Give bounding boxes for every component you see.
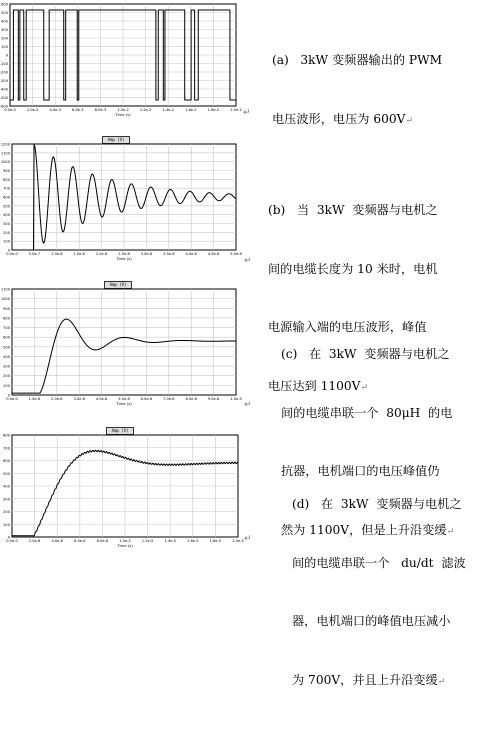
y-tick-label: 500 <box>3 471 10 476</box>
return-mark: ↵ <box>244 400 252 410</box>
return-mark: ↵ <box>243 108 251 118</box>
x-tick-label: 1.0e-2 <box>117 108 129 112</box>
x-axis-label: Time (s) <box>117 543 133 548</box>
x-tick-label: 8.0e-3 <box>94 108 107 112</box>
caption-line: (b) 当 3kW 变频器与电机之 <box>268 203 438 217</box>
x-tick-label: 9.0e-6 <box>207 397 220 401</box>
y-tick-label: 400 <box>3 484 10 489</box>
x-tick-label: 5.0e-6 <box>118 397 130 401</box>
y-tick-label: -500 <box>0 96 8 100</box>
x-tick-label: 3.0e-6 <box>140 252 153 256</box>
return-mark: ↵ <box>360 382 368 393</box>
x-tick-label: 2.5e-6 <box>118 252 130 256</box>
x-tick-label: 2.0e-6 <box>51 397 63 401</box>
y-tick-label: 100 <box>1 45 8 49</box>
y-tick-label: 0 <box>7 248 10 253</box>
return-mark: ↵ <box>244 256 252 266</box>
x-tick-label: 1.0e-5 <box>230 397 242 401</box>
y-tick-label: 900 <box>3 306 10 311</box>
x-tick-label: 1.6e-2 <box>185 108 197 112</box>
y-tick-label: 0 <box>7 393 10 398</box>
y-tick-label: 1200 <box>0 142 10 147</box>
return-mark: ↵ <box>437 676 446 687</box>
x-tick-label: 0.0e-0 <box>6 539 18 543</box>
caption-line: 为 700V，并且上升沿变缓↵ <box>292 672 446 687</box>
x-tick-label: 1.2e-2 <box>139 108 152 112</box>
x-tick-label: 8.0e-6 <box>185 397 197 401</box>
y-tick-label: 700 <box>3 326 10 331</box>
caption-line: 器，电机端口的峰值电压减小 <box>292 614 451 628</box>
x-tick-label: 8.0e-6 <box>96 539 109 543</box>
chart-legend-d: Amp (V) <box>106 427 134 435</box>
y-tick-label: 300 <box>3 497 10 502</box>
x-tick-label: 1.0e-6 <box>28 397 41 401</box>
x-tick-label: 0.0e-0 <box>6 252 18 256</box>
caption-line: 电源输入端的电压波形，峰值 <box>268 320 427 334</box>
y-tick-label: 200 <box>3 510 10 514</box>
y-tick-label: 1100 <box>0 151 10 156</box>
x-tick-label: 7.0e-6 <box>163 397 175 401</box>
y-tick-label: 800 <box>3 177 10 182</box>
x-axis-label: Time (s) <box>116 256 132 261</box>
x-tick-label: 3.5e-6 <box>163 252 175 256</box>
x-tick-label: 0.0e-0 <box>6 397 18 401</box>
waveform-chart-a <box>2 2 242 120</box>
x-tick-label: 0.0e-0 <box>4 108 16 112</box>
y-tick-label: 100 <box>3 383 10 388</box>
y-tick-label: 200 <box>3 374 10 379</box>
waveform-plot-d <box>2 433 244 551</box>
x-tick-label: 6.0e-6 <box>74 539 86 543</box>
caption-line: (a) 3kW 变频器输出的 PWM <box>272 53 443 67</box>
y-tick-label: 800 <box>3 433 10 438</box>
x-tick-label: 1.0e-6 <box>51 252 63 256</box>
y-tick-label: 1000 <box>0 297 10 302</box>
y-tick-label: 1000 <box>0 160 10 165</box>
x-tick-label: 4.0e-3 <box>49 108 61 112</box>
x-axis-label: Time (s) <box>115 112 131 117</box>
x-tick-label: 4.0e-6 <box>95 397 108 401</box>
y-tick-label: 300 <box>3 222 10 226</box>
y-tick-label: 700 <box>3 186 10 191</box>
caption-line: 抗器，电机端口的电压峰值仍 <box>281 464 440 478</box>
y-tick-label: 400 <box>1 19 8 24</box>
waveform-plot-c <box>2 287 242 409</box>
caption-line: 然为 1100V，但是上升沿变缓↵ <box>281 522 455 537</box>
y-tick-label: 600 <box>3 195 10 200</box>
return-mark: ↵ <box>446 526 455 537</box>
waveform-chart-d <box>2 433 244 551</box>
x-tick-label: 2.0e-3 <box>26 108 39 112</box>
x-tick-label: 3.0e-6 <box>73 397 85 401</box>
caption-a <box>272 12 442 170</box>
x-tick-label: 1.2e-5 <box>141 539 154 543</box>
x-tick-label: 6.0e-6 <box>140 397 153 401</box>
y-tick-label: 1100 <box>0 287 10 292</box>
x-tick-label: 1.5e-6 <box>73 252 85 256</box>
x-axis-label: Time (s) <box>116 401 132 406</box>
chart-legend-b: Amp (V) <box>102 136 130 144</box>
y-tick-label: 100 <box>3 522 10 527</box>
x-tick-label: 5.0e-7 <box>28 252 41 256</box>
x-tick-label: 1.4e-5 <box>164 539 176 543</box>
x-tick-label: 1.8e-5 <box>209 539 222 543</box>
waveform-chart-c <box>2 287 242 409</box>
return-mark: ↵ <box>244 534 252 544</box>
y-tick-label: 400 <box>3 354 10 359</box>
y-tick-label: 300 <box>3 364 10 369</box>
y-tick-label: -200 <box>0 70 8 75</box>
caption-line: (d) 在 3kW 变频器与电机之 <box>292 497 462 511</box>
x-tick-label: 5.0e-6 <box>230 252 242 256</box>
y-tick-label: 500 <box>3 204 10 209</box>
caption-d <box>292 456 466 731</box>
caption-line: 间的电缆串联一个 du/dt 滤波 <box>292 555 466 570</box>
waveform-plot-b <box>2 142 242 264</box>
y-tick-label: 0 <box>7 535 10 540</box>
y-tick-label: 900 <box>3 169 10 173</box>
caption-line: (c) 在 3kW 变频器与电机之 <box>281 347 450 361</box>
caption-line: 间的电缆串联一个 80μH 的电 <box>281 405 453 420</box>
y-tick-label: 700 <box>3 446 10 451</box>
y-tick-label: 800 <box>3 316 10 321</box>
x-tick-label: 2.0e-6 <box>28 539 41 543</box>
caption-line: 间的电缆长度为 10 米时，电机 <box>268 261 438 276</box>
y-tick-label: 400 <box>3 213 10 218</box>
x-tick-label: 6.0e-3 <box>72 108 84 112</box>
y-tick-label: -300 <box>0 79 8 83</box>
chart-legend-c: Amp (V) <box>104 281 132 289</box>
x-tick-label: 4.0e-6 <box>185 252 197 256</box>
x-tick-label: 1.4e-2 <box>162 108 174 112</box>
y-tick-label: 200 <box>1 36 8 41</box>
caption-line: 电压达到 1100V↵ <box>268 378 368 393</box>
x-tick-label: 4.5e-6 <box>207 252 220 256</box>
y-tick-label: 600 <box>3 335 10 340</box>
y-tick-label: 600 <box>1 2 8 7</box>
return-mark: ↵ <box>405 115 413 126</box>
y-tick-label: -400 <box>0 87 8 92</box>
y-tick-label: 500 <box>3 345 10 350</box>
y-tick-label: 300 <box>1 28 8 32</box>
waveform-plot-a <box>2 2 242 120</box>
caption-line: 电压波形，电压为 600V↵ <box>272 111 413 126</box>
y-tick-label: 100 <box>3 239 10 244</box>
x-tick-label: 4.0e-6 <box>51 539 63 543</box>
x-tick-label: 1.8e-2 <box>207 108 220 112</box>
x-tick-label: 1.0e-5 <box>119 539 131 543</box>
x-tick-label: 2.0e-5 <box>232 539 244 543</box>
y-tick-label: 0 <box>5 53 8 58</box>
y-tick-label: -100 <box>0 62 8 66</box>
y-tick-label: 200 <box>3 230 10 235</box>
y-tick-label: -600 <box>0 104 8 109</box>
waveform-chart-b <box>2 142 242 264</box>
y-tick-label: 600 <box>3 459 10 463</box>
x-tick-label: 2.0e-6 <box>95 252 108 256</box>
x-tick-label: 2.0e-2 <box>230 108 242 112</box>
y-tick-label: 500 <box>1 11 8 15</box>
x-tick-label: 1.6e-5 <box>187 539 199 543</box>
